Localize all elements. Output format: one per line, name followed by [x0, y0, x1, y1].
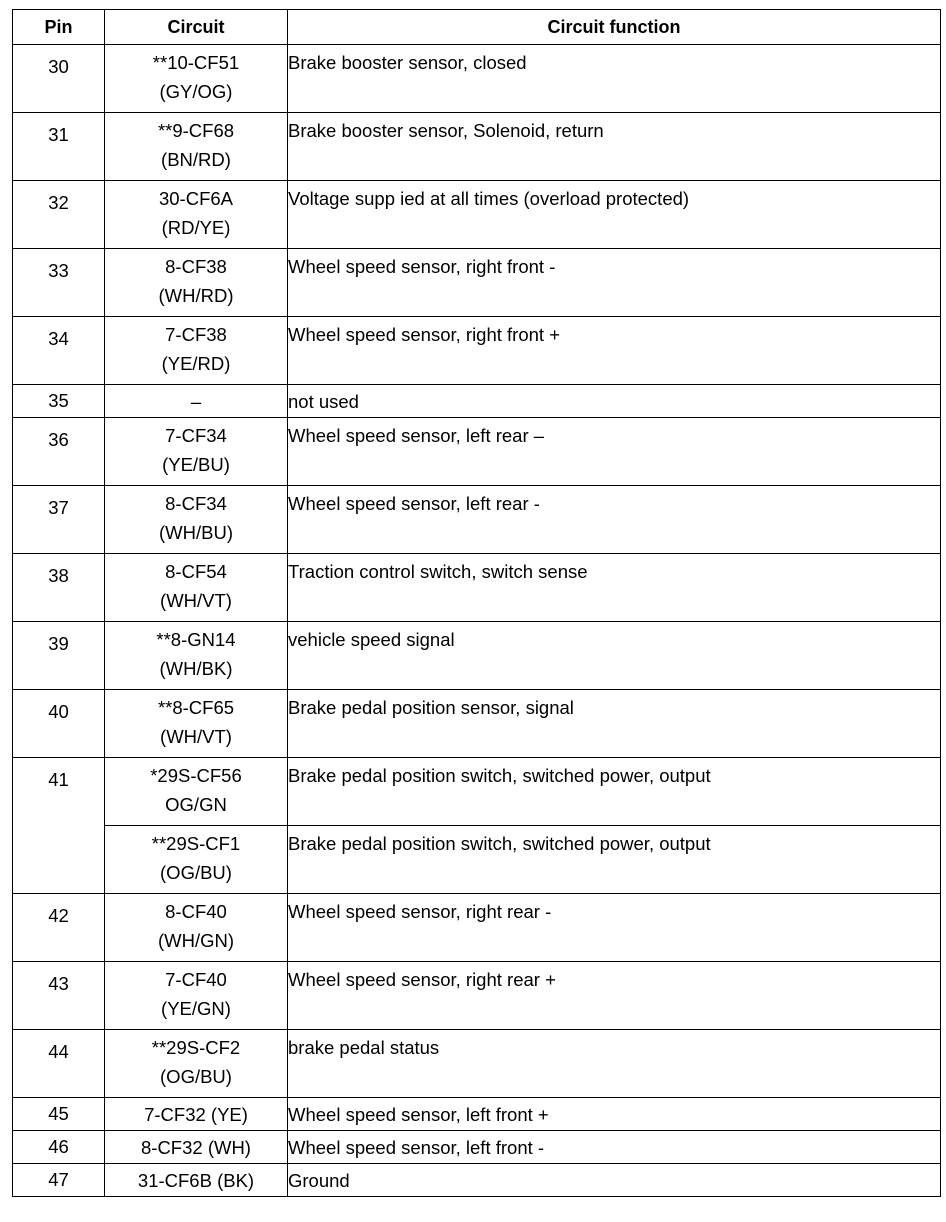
function-cell: brake pedal status [288, 1030, 941, 1098]
table-row [13, 418, 941, 486]
circuit-code: – [190, 390, 202, 412]
function-cell: Wheel speed sensor, right rear - [288, 894, 941, 962]
circuit-color: (WH/VT) [160, 590, 232, 611]
pin-table [12, 9, 941, 1197]
function-cell: Wheel speed sensor, right rear + [288, 962, 941, 1030]
circuit-color: (YE/BU) [162, 454, 230, 475]
pin-cell: 46 [13, 1131, 105, 1164]
function-cell: Brake pedal position sensor, signal [288, 690, 941, 758]
table-row [13, 622, 941, 690]
circuit-code: 8-CF40 [165, 901, 227, 922]
table-row [13, 690, 941, 758]
function-cell: Brake pedal position switch, switched power, output [288, 826, 941, 894]
circuit-cell [105, 826, 288, 894]
pin-cell: 41 [13, 758, 105, 894]
pin-cell: 36 [13, 418, 105, 486]
pin-cell: 30 [13, 45, 105, 113]
table-row [13, 1131, 941, 1164]
table-row [13, 1030, 941, 1098]
circuit-color: (BN/RD) [161, 149, 231, 170]
pin-cell: 45 [13, 1098, 105, 1131]
circuit-cell [105, 45, 288, 113]
circuit-color: (WH/VT) [160, 726, 232, 747]
circuit-code: 30-CF6A [158, 188, 234, 209]
circuit-cell [105, 554, 288, 622]
circuit-code: 8-CF32 (WH) [141, 1136, 251, 1158]
function-cell: Brake booster sensor, closed [288, 45, 941, 113]
pin-cell: 47 [13, 1164, 105, 1197]
circuit-color: (WH/RD) [158, 285, 234, 306]
circuit-code: **8-CF65 [157, 697, 235, 718]
circuit-cell [105, 622, 288, 690]
pin-cell: 34 [13, 317, 105, 385]
circuit-color: (YE/GN) [161, 998, 231, 1019]
circuit-color: (OG/BU) [160, 1066, 232, 1087]
function-cell: not used [288, 385, 941, 418]
circuit-color: (GY/OG) [159, 81, 233, 102]
table-row [13, 486, 941, 554]
table-row [13, 317, 941, 385]
pin-cell: 32 [13, 181, 105, 249]
pin-cell: 42 [13, 894, 105, 962]
pin-cell: 35 [13, 385, 105, 418]
header-circuit: Circuit [105, 10, 288, 45]
circuit-cell [105, 758, 288, 826]
function-cell: Wheel speed sensor, left front + [288, 1098, 941, 1131]
header-row [13, 10, 941, 45]
table-row [13, 45, 941, 113]
circuit-color: OG/GN [165, 794, 227, 815]
table-row [13, 113, 941, 181]
pin-cell: 38 [13, 554, 105, 622]
circuit-code: 8-CF34 [165, 493, 227, 514]
table-row [13, 894, 941, 962]
table-row [13, 554, 941, 622]
circuit-code: **29S-CF1 [151, 833, 241, 854]
circuit-cell [105, 894, 288, 962]
function-cell: Wheel speed sensor, right front + [288, 317, 941, 385]
pin-cell: 40 [13, 690, 105, 758]
circuit-cell [105, 418, 288, 486]
circuit-cell [105, 962, 288, 1030]
table-row [13, 962, 941, 1030]
table-body [13, 45, 941, 1197]
table-row [13, 826, 941, 894]
circuit-code: **10-CF51 [152, 52, 240, 73]
function-cell: Ground [288, 1164, 941, 1197]
circuit-cell [105, 1164, 288, 1197]
circuit-code: 7-CF40 [165, 969, 227, 990]
function-cell: Traction control switch, switch sense [288, 554, 941, 622]
pin-cell: 31 [13, 113, 105, 181]
circuit-cell [105, 181, 288, 249]
circuit-code: **9-CF68 [157, 120, 235, 141]
function-cell: vehicle speed signal [288, 622, 941, 690]
circuit-cell [105, 385, 288, 418]
circuit-code: 8-CF38 [165, 256, 227, 277]
circuit-cell [105, 1131, 288, 1164]
table-row [13, 1098, 941, 1131]
function-cell: Wheel speed sensor, left rear – [288, 418, 941, 486]
circuit-cell [105, 486, 288, 554]
circuit-code: *29S-CF56 [150, 765, 242, 786]
circuit-code: 7-CF38 [165, 324, 227, 345]
function-cell: Wheel speed sensor, right front - [288, 249, 941, 317]
table-row [13, 1164, 941, 1197]
circuit-cell [105, 1098, 288, 1131]
function-cell: Voltage supp ied at all times (overload protected) [288, 181, 941, 249]
table-row [13, 385, 941, 418]
circuit-code: **29S-CF2 [151, 1037, 241, 1058]
function-cell: Brake booster sensor, Solenoid, return [288, 113, 941, 181]
circuit-cell [105, 249, 288, 317]
circuit-color: (WH/BU) [159, 522, 233, 543]
pin-cell: 43 [13, 962, 105, 1030]
circuit-cell [105, 1030, 288, 1098]
function-cell: Brake pedal position switch, switched power, output [288, 758, 941, 826]
circuit-color: (WH/BK) [159, 658, 233, 679]
pin-cell: 33 [13, 249, 105, 317]
pin-cell: 37 [13, 486, 105, 554]
table-row [13, 249, 941, 317]
function-cell: Wheel speed sensor, left rear - [288, 486, 941, 554]
circuit-color: (RD/YE) [161, 217, 231, 238]
circuit-cell [105, 690, 288, 758]
circuit-code: 7-CF34 [165, 425, 227, 446]
pin-cell: 44 [13, 1030, 105, 1098]
pin-cell: 39 [13, 622, 105, 690]
circuit-color: (OG/BU) [160, 862, 232, 883]
table-row [13, 758, 941, 826]
circuit-cell [105, 113, 288, 181]
circuit-color: (WH/GN) [157, 930, 235, 951]
circuit-code: 7-CF32 (YE) [144, 1103, 248, 1125]
function-cell: Wheel speed sensor, left front - [288, 1131, 941, 1164]
circuit-cell [105, 317, 288, 385]
circuit-color: (YE/RD) [161, 353, 231, 374]
circuit-code: 31-CF6B (BK) [137, 1169, 255, 1191]
table-row [13, 181, 941, 249]
circuit-code: **8-GN14 [156, 629, 236, 650]
header-pin: Pin [13, 10, 105, 45]
header-function: Circuit function [288, 10, 941, 45]
circuit-code: 8-CF54 [165, 561, 227, 582]
